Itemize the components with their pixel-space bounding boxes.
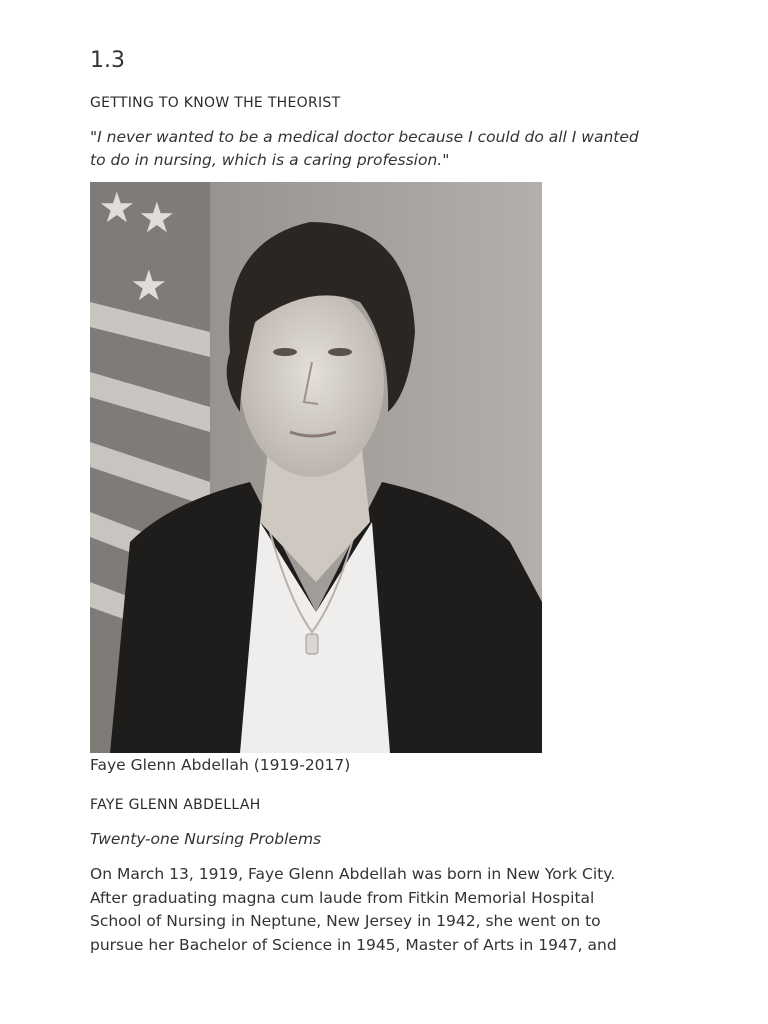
svg-text:★: ★: [130, 261, 168, 310]
biography-line: After graduating magna cum laude from Fitkin Memorial Hospital: [90, 888, 595, 907]
section-number: 1.3: [90, 48, 125, 73]
portrait-photo: [90, 182, 542, 753]
biography-line: School of Nursing in Neptune, New Jersey in 1942, she went on to: [90, 912, 601, 930]
figure-caption: Faye Glenn Abdellah (1919-2017): [90, 756, 351, 774]
svg-text:★: ★: [138, 193, 176, 242]
biography-line: pursue her Bachelor of Science in 1945, Master of Arts in 1947, and: [90, 935, 617, 954]
theory-subtitle: Twenty-one Nursing Problems: [90, 830, 322, 848]
section-heading: GETTING TO KNOW THE THEORIST: [90, 95, 341, 111]
svg-text:★: ★: [98, 183, 136, 232]
biography-paragraph: [90, 863, 670, 957]
biography-line: On March 13, 1919, Faye Glenn Abdellah was born in New York City.: [90, 865, 616, 883]
theorist-name-heading: FAYE GLENN ABDELLAH: [90, 797, 261, 813]
theorist-quote: "I never wanted to be a medical doctor because I could do all I wanted to do in nursing, which is a caring profession.": [90, 128, 639, 169]
